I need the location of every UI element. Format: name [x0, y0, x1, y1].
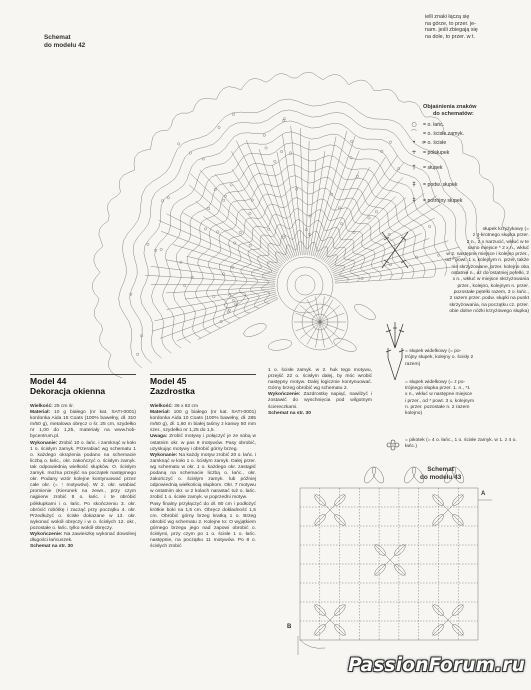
treble-crochet-icon: ‡ — [412, 181, 416, 188]
watermark-logo: PassionForum.ru — [348, 655, 525, 676]
fork-line: trójnego słupka przer. 1. n., *1 — [405, 386, 470, 392]
cross-line: samo miejsce * 2 x n., wkłuć — [467, 245, 529, 251]
cross-line: przer., kolejno, kolejnym n. przer. — [457, 283, 529, 289]
legend-label: = podw. słupek — [423, 182, 458, 188]
legend-label: = potrójny słupek — [423, 198, 463, 204]
cross-line: obie dolne nóżki krzyżowego słupka) — [449, 308, 529, 314]
double-crochet-icon: † — [412, 164, 416, 171]
model44-title: Model 44 — [30, 376, 67, 386]
fork-line: = słupek widelkowy (= z po- — [405, 379, 466, 385]
model45-title: Model 45 — [150, 376, 187, 386]
picot-description: = pikotek (= 4 o. łańc., 1 o. ścisłe zamyk. w 1. z 4 o. łańc.) — [405, 438, 517, 450]
half-double-icon: + — [411, 149, 417, 156]
cross-line: nie skrzyżowane, przer. kolejno oba — [451, 264, 529, 270]
top-note-line: nam. jeśli zbiegają się — [425, 27, 478, 34]
label: Wykonanie: — [30, 440, 58, 446]
label: Materiał: — [30, 410, 51, 416]
cross-line: skrzyżowania, na początku cz. przer. — [449, 302, 529, 308]
label: Materiał: — [150, 410, 171, 416]
legend-label: = o. ścisłe zamyk. — [423, 131, 465, 137]
fork-line: x n., wkłuć w następne miejsce — [405, 392, 473, 398]
top-note-line: na górze, to przer. je- — [425, 20, 476, 27]
cross-line: pozostałe pętelki razem, 3 o. łańc., — [453, 289, 529, 295]
cross-line: od * powt. 1 x, kolejnym n. przer. także — [445, 258, 529, 264]
cross-line: słupek krzyżykowy (= — [482, 227, 529, 232]
label: Wykończenie: — [30, 531, 63, 537]
model44-subtitle: Dekoracja okienna — [30, 385, 106, 396]
fork-line: kolejno) — [405, 411, 423, 417]
value: 10 g białego (nr kat. SATI-0001) kordonka Aida 15 Coats (100% bawełny, dł. 310 m/50 g), metalowa obręcz o śr. 25 cm, szydełko nr 1,00 do 1,25, materiały na www.hob-bycentrum.pl. — [30, 410, 136, 440]
label: Wielkość: — [30, 404, 53, 409]
fork-line: i przer., od * powt. 3 x, kolejnym — [405, 398, 475, 404]
label: Schemat na str. 30 — [268, 410, 311, 416]
value: 1 o. ścisłe zamyk. w 2. huk tego motywu, przejść 22 o. ścisłym dalej, by móc wrobić następny motyw. Dalej łogicznie kontynuować. Górny brzeg obrobić wg schematu 2. — [268, 368, 372, 392]
cross-line: z 4-krotnego słupka przer. — [472, 233, 529, 239]
schemat42-model: do modelu 42 — [44, 41, 86, 49]
label: Uwaga: — [150, 434, 168, 440]
legend-title-line: Objaśnienia znaków — [423, 104, 477, 110]
fork-line: razem) — [405, 361, 421, 367]
chain-icon: ○ — [411, 121, 417, 128]
value: Na każdy motyw zrobić 20 o. łańc. i zamknąć w koło 1 o. ścisłym zamyk. Dalej przer. wg schematu w okr. 1 o. każdego okr. zastąpić podaną na schemacie liczbą o. łańc., okr. zakończyć o. ścisłym zamyk. lub później odpowiednią wielkością słupkom. Okr. 7 motywu w ostatnim okr. w 2 kolach narastać tuż o. łańc. zrobić 1 o. ścisłe zamyk. w poprzedni motyw. — [150, 452, 256, 501]
cross-line: ostatnie n., aż do ostatniej pętelki, 2 — [451, 271, 529, 277]
value: Zrobić motywy i połączyć je ze sobą w ostatnim okr. w pas 9 motywów. Pasy obrobić, uzyskując motywy i obrobić górny brzeg. — [150, 434, 256, 452]
label: Schemat na str. 30 — [30, 544, 73, 550]
top-note-line: ielli znaki łączą się — [425, 14, 470, 20]
schemat43-label: Schemat — [427, 466, 454, 473]
value: Zazdrostkę napiąć, nawilżyć i zostawić do wyschnięcia pod wilgotnym ściereczkami. — [268, 392, 372, 410]
axis-label-b: B — [287, 624, 292, 630]
value: 100 g białego (nr kat. SATI-0001) kordonka Aida 10 Coats (100% bawełny, dł. 285 m/50 g), dł. 1,60 m białej taśmy z kanwy 50 mm szer., szydełko nr 1,25 do 1,5. — [150, 410, 256, 434]
legend-label: = o. ścisłe — [423, 140, 447, 146]
slip-stitch-icon: ⌒ — [410, 130, 417, 137]
legend-label: = o. łańc. — [423, 122, 445, 128]
top-note-line: na dole, to przer. w t. — [425, 33, 476, 40]
value: Zrobić 10 o. łańc. i zamknąć w koło 1 o. ścisłym zamyk. Przerabiać wg schematu 1 o. każdego okrążenia podano na schemacie liczbą o. łańc., okr. zakończyć o. ścisłym zamyk. tak odpowiednią wielkość słupków. O. ścisłym zamyk. można przejść na początek następnego okr. Podany wzór kolejne kontynuować przez całe okr. (= ↑ motywów). W 2. okr. wrabiać promienie (Kierunek na zewn., przy czym najpierw zrobić 8 o. łańc. i te obróbić półsłupkami i o. łańc. Po skończeniu 3. okr. obrócić robótkę i zacząć przy początku 4. okr. Przedłużyć o. ścisłe dokazane w 13. okr. wykonać wokół obręczy i w o. ścisłych 12. okr., pozostałe o. łańc. tylko wokół obręczy. — [30, 440, 136, 531]
schemat42-label: Schemat — [44, 34, 71, 41]
legend-subtitle-line: do schematów: — [433, 110, 474, 117]
fork-line: n. przer. pozostałe n. 2 razem — [405, 405, 470, 411]
cross-line: x n., wkłuć w miejsce skrzyżowania — [452, 277, 529, 283]
label: Wielkość: — [150, 404, 173, 409]
legend-label: = półsłupek — [423, 150, 450, 156]
legend-label: = słupek — [423, 165, 443, 171]
axis-label-a: A — [481, 491, 486, 497]
label: Wykończenie: — [268, 392, 301, 398]
label: Wykonanie: — [150, 452, 178, 458]
cross-line: 2 razem przer. podw. słupki na punkt — [449, 296, 529, 302]
value: Na zawieszkę wykonać dowolnej długości łańcuszek. — [30, 531, 136, 544]
fork-line: = słupek widelkowy (= po- — [405, 349, 462, 354]
fork-line: trójny słupek, kolejny o. ścisły 2 — [405, 355, 474, 361]
triple-treble-icon: ‡ — [412, 197, 416, 204]
value: Pasy finalny przyłączyć do dł. 80 cm i podłożyć krótkie boki na 1,5 cm. Obręcz dokładność 1,5 cm. Obrobić górny brzeg kratką 1 o. Brzeg obrobić wg schematu 2. Kolejne to: O wyjątkiem górnego brzegu jego nad zapowi obrobić o. ścisłymi, przy czym po 1 o. ścisłe 1 o. łańc. następnie, na początku 11 motywów. Po 8 o. ścisłych zrobić — [150, 501, 256, 550]
model45-subtitle: Zazdrostka — [150, 385, 195, 396]
value: 25 cm śr. — [52, 404, 74, 409]
cross-line: w 2. następne miejsce i kolejno przer., — [446, 252, 529, 258]
schemat43-model: do modelu 43 — [420, 473, 462, 481]
cross-line: 2 n., 2 x narzucić, wkłuć w te — [466, 239, 529, 245]
single-crochet-icon: • — [412, 139, 416, 146]
value: 36 x 82 cm — [172, 404, 199, 409]
